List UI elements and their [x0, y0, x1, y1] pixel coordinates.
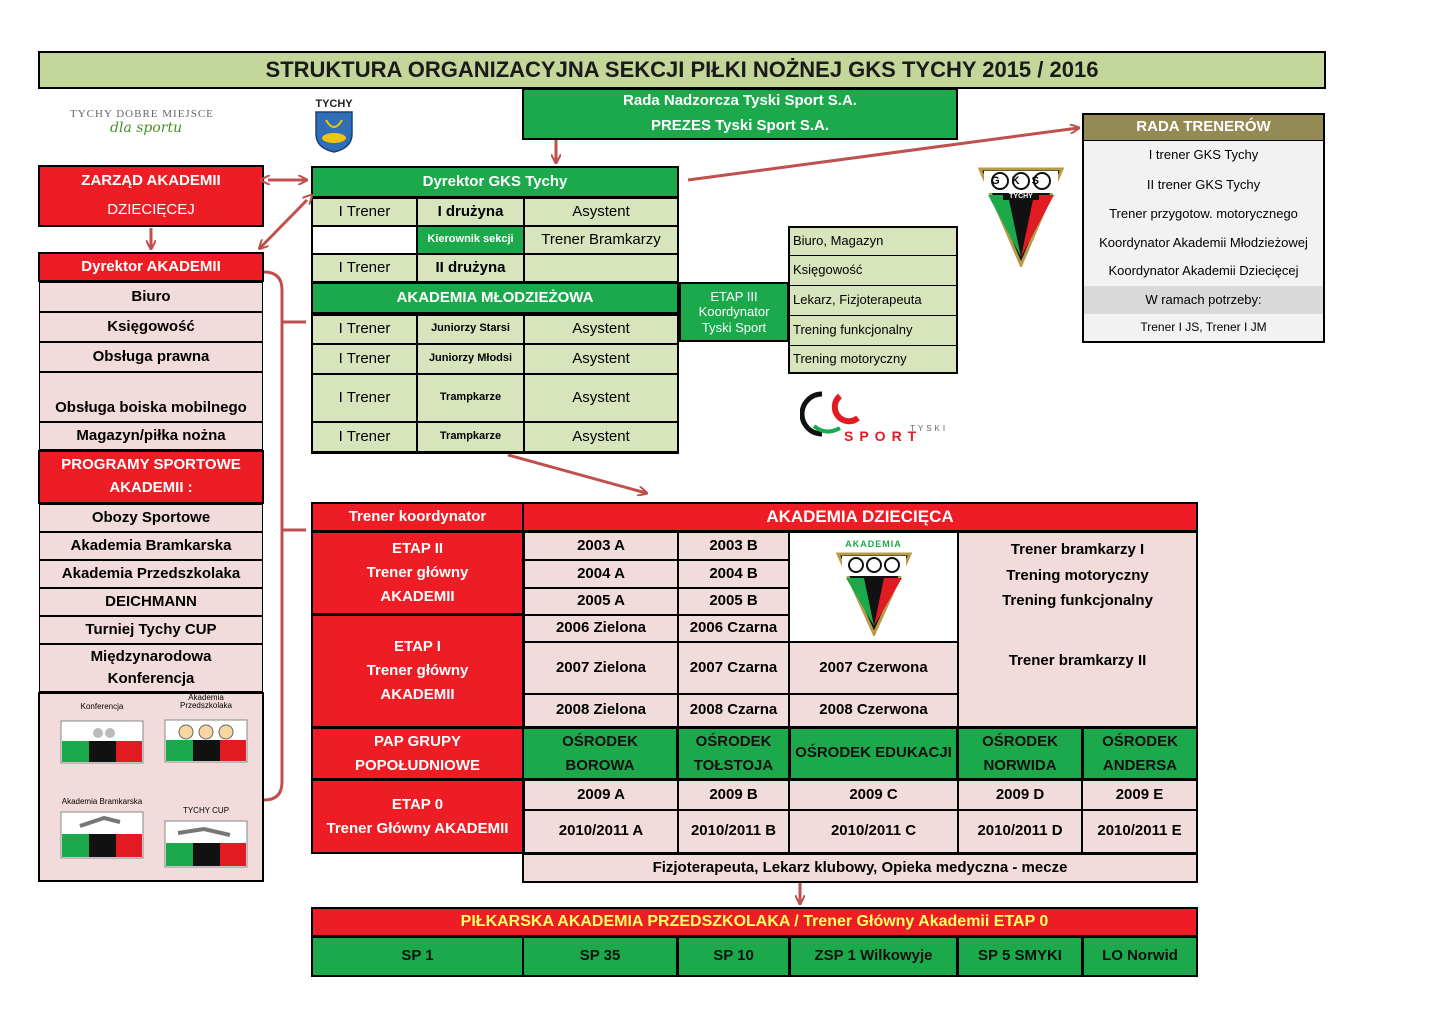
rada-trenerow-panel: [1082, 113, 1325, 343]
icon-konferencja-label: Konferencja: [80, 702, 124, 711]
year-2006-czarna: 2006 Czarna: [678, 615, 789, 642]
etap2-line1: ETAP II: [391, 540, 444, 557]
medical-row: Fizjoterapeuta, Lekarz klubowy, Opieka medyczna - mecze: [522, 853, 1198, 883]
year-2004a: 2004 A: [524, 560, 678, 588]
am-row4-trener: I Trener: [312, 422, 417, 452]
services-panel: [788, 226, 958, 374]
year-2003a: 2003 A: [524, 532, 678, 560]
rada-trenerow-item-5: Koordynator Akademii Dziecięcej: [1084, 257, 1323, 286]
page-title: STRUKTURA ORGANIZACYJNA SEKCJI PIŁKI NOŻNEJ GKS TYCHY 2015 / 2016: [38, 51, 1326, 89]
icon-tychy-cup: [164, 806, 248, 874]
tychy-slogan-line1: TYCHY DOBRE MIEJSCE: [70, 108, 214, 120]
gks-trener-bramkarzy: Trener Bramkarzy: [524, 226, 678, 254]
gks-row1-trener: I Trener: [312, 198, 417, 226]
tychy-crest-icon: [308, 110, 360, 154]
rada-trenerow-item-4: Koordynator Akademii Młodzieżowej: [1084, 229, 1323, 257]
zarzad-line2: DZIECIĘCEJ: [107, 201, 195, 218]
am-row1-trener: I Trener: [312, 314, 417, 344]
school-sp5: SP 5 SMYKI: [957, 936, 1083, 977]
rada-line1: Rada Nadzorcza Tyski Sport S.A.: [623, 92, 857, 110]
right-trener-bramkarzy-2: Trener bramkarzy II: [1008, 651, 1147, 669]
left-item-biuro: Biuro: [39, 282, 263, 312]
icon-przedszkolaka-label: Akademia Przedszkolaka: [179, 693, 233, 710]
service-lekarz: Lekarz, Fizjoterapeuta: [790, 286, 956, 316]
gks-row1-asystent: Asystent: [524, 198, 678, 226]
etap3-line2: Koordynator: [698, 304, 770, 320]
year-2005a: 2005 A: [524, 588, 678, 615]
am-row1-asystent: Asystent: [524, 314, 678, 344]
program-akademia-bramkarska: Akademia Bramkarska: [39, 532, 263, 560]
arrow-mlodziezowa-to-dziecieca: [508, 455, 646, 493]
akademia-dziecieca-title: AKADEMIA DZIECIĘCA: [522, 502, 1198, 532]
program-konferencja: [39, 644, 263, 692]
service-trening-motoryczny: Trening motoryczny: [793, 350, 907, 366]
etap1-line1: ETAP I: [394, 638, 441, 655]
year-2007-zielona: 2007 Zielona: [524, 642, 678, 694]
tychy-slogan-logo: [70, 108, 250, 146]
school-zsp1: ZSP 1 Wilkowyje: [789, 936, 958, 977]
rada-trenerow-extra-title: W ramach potrzeby:: [1084, 286, 1323, 314]
dyrektor-gks-title: Dyrektor GKS Tychy: [311, 166, 679, 198]
icon-bramkarska-label: Akademia Bramkarska: [61, 797, 143, 806]
pap-line2: POPOŁUDNIOWE: [354, 756, 480, 774]
osrodek-borowa-l1: OŚRODEK: [562, 733, 638, 751]
program-tychy-cup: Turniej Tychy CUP: [39, 616, 263, 644]
programy-line2: AKADEMII :: [109, 479, 193, 496]
program-akademia-przedszkolaka: Akademia Przedszkolaka: [39, 560, 263, 588]
school-sp1: SP 1: [311, 936, 524, 977]
przedszkolaka-title: PIŁKARSKA AKADEMIA PRZEDSZKOLAKA / Trener Główny Akademii ETAP 0: [311, 907, 1198, 937]
rada-trenerow-item-2: II trener GKS Tychy: [1084, 170, 1323, 200]
year-2010b: 2010/2011 B: [678, 810, 789, 853]
osrodek-tolstoja-l1: OŚRODEK: [695, 733, 772, 751]
konferencja-line1: Międzynarodowa: [90, 647, 212, 665]
year-2009d: 2009 D: [958, 780, 1082, 810]
year-2006-zielona: 2006 Zielona: [524, 615, 678, 642]
year-2009e: 2009 E: [1082, 780, 1197, 810]
osrodek-tolstoja: [677, 727, 790, 780]
trener-koordynator: Trener koordynator: [311, 502, 524, 532]
year-2003b: 2003 B: [678, 532, 789, 560]
zarzad-akademii-box: [38, 165, 264, 227]
etap2-box: [311, 531, 524, 615]
osrodek-tolstoja-l2: TOŁSTOJA: [693, 756, 774, 774]
icon-bramkarska: [60, 798, 144, 865]
etap3-box: [679, 282, 789, 342]
year-2008-czerwona: 2008 Czerwona: [789, 694, 958, 727]
left-item-ksiegowosc: Księgowość: [39, 312, 263, 342]
am-row3-asystent: Asystent: [524, 374, 678, 422]
am-row1-group: Juniorzy Starsi: [417, 314, 524, 344]
am-row3-trener: I Trener: [312, 374, 417, 422]
tychy-crest-label: TYCHY: [315, 98, 353, 110]
year-2008-czarna: 2008 Czarna: [678, 694, 789, 727]
etap0-line1: ETAP 0: [391, 795, 444, 813]
etap2-line3: AKADEMII: [380, 588, 455, 605]
bracket-left: [264, 272, 282, 800]
konferencja-flag-icon: [60, 713, 144, 765]
icon-tychy-cup-label: TYCHY CUP: [182, 806, 230, 815]
akademia-logo-label: AKADEMIA: [845, 539, 902, 549]
service-trening-funkcjonalny: Trening funkcjonalny: [790, 316, 956, 346]
osrodek-andersa-l2: ANDERSA: [1102, 756, 1178, 774]
program-deichmann: DEICHMANN: [39, 588, 263, 616]
rada-nadzorcza-box: [522, 88, 958, 140]
osrodek-norwida-l2: NORWIDA: [983, 756, 1057, 774]
icon-przedszkolaka: [164, 694, 248, 769]
pap-line1: PAP GRUPY: [374, 732, 461, 750]
etap1-line2: Trener główny: [366, 662, 469, 679]
tychy-slogan-line2: dla sportu: [110, 120, 183, 136]
am-row2-group: Juniorzy Młodsi: [417, 344, 524, 374]
bramkarska-flag-icon: [60, 808, 144, 860]
arrow-gks-to-dyrektor-akademii: [260, 200, 307, 248]
am-row4-group: Trampkarze: [417, 422, 524, 452]
right-trener-bramkarzy-1: Trener bramkarzy I: [1010, 541, 1145, 558]
left-item-magazyn: Magazyn/piłka nożna: [39, 422, 263, 450]
programy-line1: PROGRAMY SPORTOWE: [61, 456, 241, 474]
osrodek-andersa: [1082, 727, 1198, 780]
program-icons-panel: [38, 692, 264, 882]
etap3-line1: ETAP III: [710, 288, 758, 304]
etap0-line2: Trener Główny AKADEMII: [326, 819, 509, 837]
service-biuro: Biuro, Magazyn: [790, 228, 956, 256]
gks-kierownik-sekcji: Kierownik sekcji: [417, 226, 524, 254]
etap0-box: [311, 779, 524, 854]
tyski-sport-logo: [800, 388, 950, 444]
gks-row3-druzyna: II drużyna: [417, 254, 524, 282]
school-lo-norwid: LO Norwid: [1082, 936, 1198, 977]
osrodek-borowa-l2: BOROWA: [565, 756, 635, 774]
year-2008-zielona: 2008 Zielona: [524, 694, 678, 727]
year-2010a: 2010/2011 A: [524, 810, 678, 853]
dyrektor-akademii-title: Dyrektor AKADEMII: [38, 252, 264, 282]
program-obozy: Obozy Sportowe: [39, 504, 263, 532]
osrodek-andersa-l1: OŚRODEK: [1102, 733, 1178, 751]
etap3-line3: Tyski Sport: [701, 319, 767, 335]
etap1-box: [311, 614, 524, 728]
programy-sportowe-title: [38, 450, 264, 504]
am-row4-asystent: Asystent: [524, 422, 678, 452]
zarzad-line1: ZARZĄD AKADEMII: [81, 172, 221, 190]
etap2-line2: Trener główny: [366, 564, 469, 581]
school-sp10: SP 10: [677, 936, 790, 977]
school-sp35: SP 35: [522, 936, 678, 977]
am-row3-group: Trampkarze: [417, 374, 524, 422]
osrodek-norwida: [957, 727, 1083, 780]
rada-trenerow-title: RADA TRENERÓW: [1084, 115, 1323, 141]
gks-letters: GKS: [991, 175, 1051, 187]
sport-label: SPORT: [844, 428, 923, 444]
rada-trenerow-item-3: Trener przygotow. motorycznego: [1084, 200, 1323, 229]
osrodek-borowa: [522, 727, 678, 780]
am-row2-trener: I Trener: [312, 344, 417, 374]
osrodek-norwida-l1: OŚRODEK: [982, 733, 1058, 751]
right-trener-panel: [957, 531, 1198, 728]
gks-row3-trener: I Trener: [312, 254, 417, 282]
osrodek-edukacji-l1: OŚRODEK EDUKACJI: [795, 744, 952, 762]
osrodek-edukacji: [789, 727, 958, 780]
year-2009a: 2009 A: [524, 780, 678, 810]
rada-line2: PREZES Tyski Sport S.A.: [650, 117, 830, 134]
year-2009b: 2009 B: [678, 780, 789, 810]
right-trening-funkcjonalny: Trening funkcjonalny: [1002, 592, 1153, 609]
year-2005b: 2005 B: [678, 588, 789, 615]
konferencja-line2: Konferencja: [107, 669, 195, 687]
etap1-line3: AKADEMII: [380, 686, 455, 703]
year-2009c: 2009 C: [789, 780, 958, 810]
akademia-shield-icon: [836, 550, 912, 636]
icon-konferencja: [60, 702, 144, 770]
akademia-mlodziezowa-title: AKADEMIA MŁODZIEŻOWA: [311, 282, 679, 314]
gks-row1-druzyna: I drużyna: [417, 198, 524, 226]
year-2010e: 2010/2011 E: [1082, 810, 1197, 853]
year-2007-czerwona: 2007 Czerwona: [789, 642, 958, 694]
tyski-label: TYSKI: [910, 424, 949, 433]
year-2007-czarna: 2007 Czarna: [678, 642, 789, 694]
year-2010d: 2010/2011 D: [958, 810, 1082, 853]
am-row2-asystent: Asystent: [524, 344, 678, 374]
przedszkolaka-flag-icon: [164, 712, 248, 764]
gks-city-label: TYCHY: [1003, 193, 1039, 200]
rada-trenerow-extra-item: Trener I JS, Trener I JM: [1084, 314, 1323, 341]
tychy-cup-flag-icon: [164, 817, 248, 869]
year-2004b: 2004 B: [678, 560, 789, 588]
service-ksiegowosc: Księgowość: [790, 256, 956, 286]
year-2010c: 2010/2011 C: [789, 810, 958, 853]
left-item-obsluga-prawna: Obsługa prawna: [39, 342, 263, 372]
gks-row2-empty: [312, 226, 417, 254]
tychy-crest-logo: [308, 98, 360, 156]
left-item-obsluga-boiska: Obsługa boiska mobilnego: [39, 372, 263, 422]
rada-trenerow-item-1: I trener GKS Tychy: [1084, 141, 1323, 170]
gks-tychy-logo: [978, 165, 1064, 267]
gks-row3-empty: [524, 254, 678, 282]
pap-grupy-box: [311, 727, 524, 780]
right-trening-motoryczny: Trening motoryczny: [1006, 566, 1149, 584]
akademia-logo-cell: [789, 532, 958, 642]
